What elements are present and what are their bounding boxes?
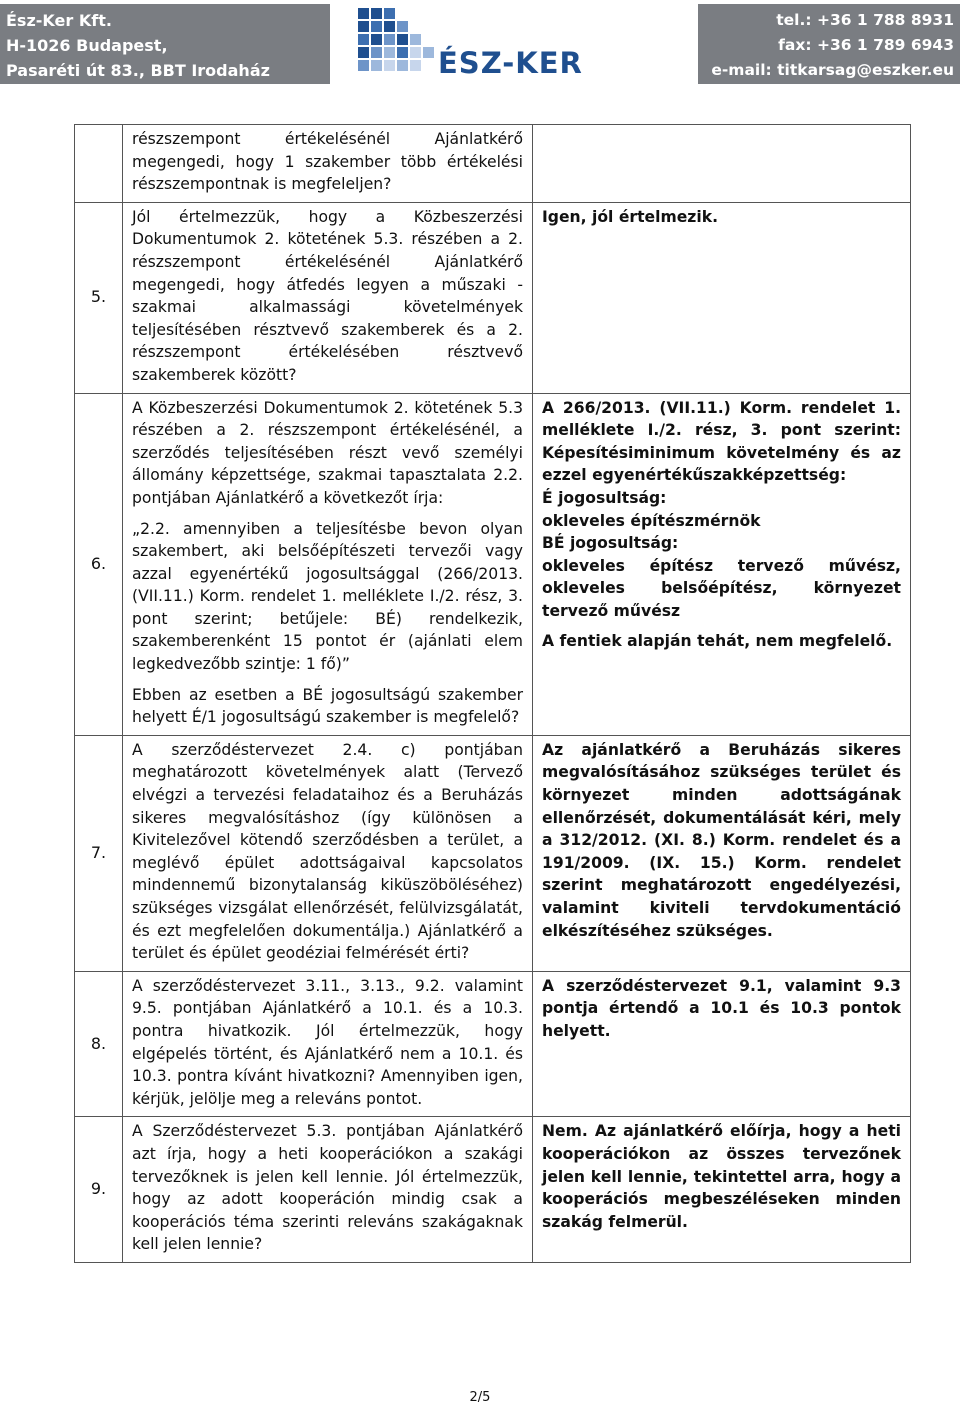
company-street: Pasaréti út 83., BBT Irodaház	[6, 61, 270, 80]
row-number: 5.	[75, 202, 123, 393]
table-row	[75, 202, 911, 393]
row-number: 7.	[75, 735, 123, 971]
question-cell	[123, 1117, 533, 1263]
qa-table	[74, 124, 911, 1263]
question-text: Jól értelmezzük, hogy a Közbeszerzési Dokumentumok 2. kötetének 5.3. részében a 2. részszempont értékelésénél Ajánlatkérő megengedi, hogy átfedés legyen a műszaki - szakmai alkalmassági követelmények teljesítésében résztvevő szakemberek és a 2. részszempont értékelésében résztvevő szakemberek között?	[132, 207, 523, 384]
fax-number: fax: +36 1 789 6943	[778, 36, 954, 54]
question-text: A szerződéstervezet 2.4. c) pontjában meghatározott követelmények alatt (Tervező elvégzi a tervezési feladataihoz és a Beruházás sikeres megvalósításhoz (így különösen a Kivitelezővel kötendő szerződésben a terület, a meglévő épület adottságaival kapcsolatos mindennemű bizonytalanság kiküszöböléséhez) szükséges vizsgálat ellenőrzését, felülvizsgálatát, és ezt megfelelően dokumentálja.) Ajánlatkérő a terület és épület geodéziai felmérését érti?	[132, 740, 523, 963]
question-cell	[123, 735, 533, 971]
page-number: 2/5	[469, 1390, 491, 1405]
answer-cell	[533, 125, 911, 203]
question-cell	[123, 393, 533, 735]
question-text: A Közbeszerzési Dokumentumok 2. kötetének 5.3 részében a 2. részszempont értékelésénél, a szerződés teljesítésében részt vevő személyi állomány képzettsége, szakmai tapasztalata 2.2. pontjában Ajánlatkérő a következőt írja:	[132, 398, 523, 507]
answer-text: Az ajánlatkérő a Beruházás sikeres megvalósításához szükséges terület és környezet minden adottságának ellenőrzését, dokumentálását kéri, mely a 312/2012. (XI. 8.) Korm. rendelet és a 191/2009. (IX. 15.) Korm. rendelet szerint meghatározott engedélyezési, valamint kiviteli tervdokumentáció elkészítéséhez szükséges.	[542, 740, 901, 940]
answer-cell	[533, 735, 911, 971]
table-row	[75, 735, 911, 971]
answer-cell	[533, 202, 911, 393]
row-number: 6.	[75, 393, 123, 735]
company-name: Ész-Ker Kft.	[6, 11, 112, 30]
letterhead	[0, 0, 960, 86]
question-text: részszempont értékelésénél Ajánlatkérő megengedi, hogy 1 szakember több értékelési részszempontnak is megfeleljen?	[132, 130, 523, 194]
row-number: 9.	[75, 1117, 123, 1263]
answer-cell	[533, 393, 911, 735]
logo-wordmark: ÉSZ-KER	[438, 46, 583, 80]
question-cell	[123, 202, 533, 393]
answer-text: Nem. Az ajánlatkérő előírja, hogy a heti kooperációkon az összes tervezőnek jelen kell lennie, tekintettel arra, hogy a kooperációs megbeszéléseken minden szakág felmerül.	[542, 1122, 901, 1231]
question-text: A Szerződéstervezet 5.3. pontjában Ajánlatkérő azt írja, hogy a heti kooperációkon a szakági tervezőknek is jelen kell lennie. Jól értelmezzük, hogy az adott kooperáción mindig csak a kooperációs téma szerinti releváns szakágaknak kell jelen lennie?	[132, 1122, 523, 1254]
question-text: A szerződéstervezet 3.11., 3.13., 9.2. valamint 9.5. pontjában Ajánlatkérő a 10.1. és a 10.3. pontra hivatkozik. Jól értelmezzük, hogy elgépelés történt, és Ajánlatkérő nem a 10.1. és 10.3. pontra kívánt hivatkozni? Amennyiben igen, kérjük, jelölje meg a releváns pontot.	[132, 976, 523, 1108]
company-contact-block	[698, 4, 960, 84]
row-number: 8.	[75, 971, 123, 1117]
answer-conclusion: A fentiek alapján tehát, nem megfelelő.	[542, 632, 893, 651]
table-row	[75, 1117, 911, 1263]
answer-text: Igen, jól értelmezik.	[542, 207, 719, 226]
question-quote: „2.2. amennyiben a teljesítésbe bevon olyan szakembert, aki belsőépítészeti tervezői vagy azzal egyenértékű jogosultsággal (266/2013. (VII.11.) Korm. rendelet 1. melléklete I./2. rész, 3. pont szerint; betűjele: BÉ) rendelkezik, szakemberenként 15 pontot ér (ajánlati elem legkedvezőbb szintje: 1 fő)”	[132, 519, 523, 674]
row-number	[75, 125, 123, 203]
email-address[interactable]: e-mail: titkarsag@eszker.eu	[711, 61, 954, 79]
phone-number: tel.: +36 1 788 8931	[776, 11, 954, 29]
table-row	[75, 971, 911, 1117]
answer-cell	[533, 1117, 911, 1263]
question-cell	[123, 125, 533, 203]
table-row	[75, 125, 911, 203]
company-address-block	[0, 4, 330, 84]
question-cell	[123, 971, 533, 1117]
answer-text: A szerződéstervezet 9.1, valamint 9.3 pontja értendő a 10.1 és 10.3 pontok helyett.	[542, 976, 901, 1040]
company-city: H-1026 Budapest,	[6, 36, 168, 55]
table-row	[75, 393, 911, 735]
answer-cell	[533, 971, 911, 1117]
answer-text: A 266/2013. (VII.11.) Korm. rendelet 1. melléklete I./2. rész, 3. pont szerint: Képesítésiminimum követelmény és az ezzel egyenértékűszakképzettség: É jogosultság: okleveles építészmérnök BÉ jogosultság: okleveles építész tervező művész, okleveles belsőépítész, környezet tervező művész	[542, 398, 901, 620]
question-text: Ebben az esetben a BÉ jogosultságú szakember helyett É/1 jogosultságú szakember is megfelelő?	[132, 685, 523, 727]
